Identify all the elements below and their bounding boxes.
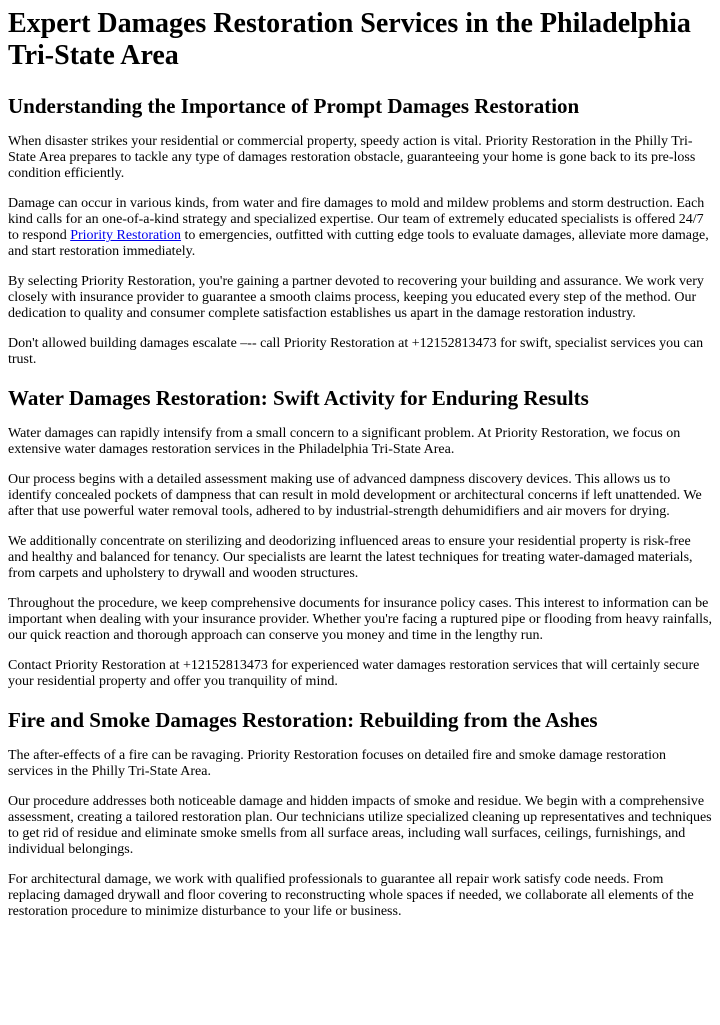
paragraph: Our procedure addresses both noticeable damage and hidden impacts of smoke and residue. We begin with a comprehensive assessment, creating a tailored restoration plan. Our technicians utilize specialized cleaning up representatives and techniques to get rid of residue and eliminate smoke smells from all surface areas, including wall surfaces, ceilings, furnishings, and individual belongings. [8,794,712,857]
paragraph: The after-effects of a fire can be ravaging. Priority Restoration focuses on detailed fire and smoke damage restoration services in the Philly Tri-State Area. [8,748,666,779]
paragraph-text: Damage can occur in various kinds, from water and fire damages to mold and mildew problems and storm destruction. Each kind calls for an one-of-a-kind strategy and specialized expertise. Our team of extremely educated specialists is offered 24/7 to respond [8,196,705,243]
paragraph: We additionally concentrate on sterilizing and deodorizing influenced areas to ensure your residential property is risk-free and healthy and balanced for tenancy. Our specialists are learnt the latest techniques for treating water-damaged materials, from carpets and upholstery to drywall and wooden structures. [8,534,693,581]
section-heading-prompt-restoration: Understanding the Importance of Prompt Damages Restoration [8,94,580,118]
paragraph: When disaster strikes your residential or commercial property, speedy action is vital. Priority Restoration in the Philly Tri-State Area prepares to tackle any type of damages restoration obstacle, guaranteeing your home is gone back to its pre-loss condition efficiently. [8,134,696,181]
paragraph: Don't allowed building damages escalate –-- call Priority Restoration at +12152813473 for swift, specialist services you can trust. [8,336,704,367]
priority-restoration-link[interactable]: Priority Restoration [70,228,182,243]
paragraph-with-link [8,196,712,260]
paragraph: Contact Priority Restoration at +12152813473 for experienced water damages restoration services that will certainly secure your residential property and offer you tranquility of mind. [8,658,700,689]
paragraph: For architectural damage, we work with qualified professionals to guarantee all repair work satisfy code needs. From replacing damaged drywall and floor covering to reconstructing whole spaces if needed, we collaborate all elements of the restoration procedure to minimize disturbance to your life or business. [8,872,694,919]
article [0,8,720,920]
paragraph: Our process begins with a detailed assessment making use of advanced dampness discovery devices. This allows us to identify concealed pockets of dampness that can result in mold development or architectural concerns if left unattended. We after that use powerful water removal tools, adhered to by industrial-strength dehumidifiers and air movers for drying. [8,472,702,519]
section-heading-fire-smoke-damage: Fire and Smoke Damages Restoration: Rebuilding from the Ashes [8,708,598,732]
paragraph: Throughout the procedure, we keep comprehensive documents for insurance policy cases. This interest to information can be important when dealing with your insurance provider. Whether you're facing a ruptured pipe or flooding from heavy rainfalls, our quick reaction and thorough approach can conserve you money and time in the lengthy run. [8,596,712,643]
paragraph-text: to emergencies, outfitted with cutting edge tools to evaluate damages, alleviate more damage, and start restoration immediately. [8,228,709,259]
paragraph: Water damages can rapidly intensify from a small concern to a significant problem. At Priority Restoration, we focus on extensive water damages restoration services in the Philadelphia Tri-State Area. [8,426,681,457]
paragraph: By selecting Priority Restoration, you're gaining a partner devoted to recovering your building and assurance. We work very closely with insurance provider to guarantee a smooth claims process, keeping you educated every step of the method. Our dedication to quality and consumer complete satisfaction establishes us apart in the damage restoration industry. [8,274,704,321]
page-title: Expert Damages Restoration Services in the Philadelphia Tri-State Area [8,8,691,71]
section-heading-water-damage: Water Damages Restoration: Swift Activity for Enduring Results [8,386,589,410]
